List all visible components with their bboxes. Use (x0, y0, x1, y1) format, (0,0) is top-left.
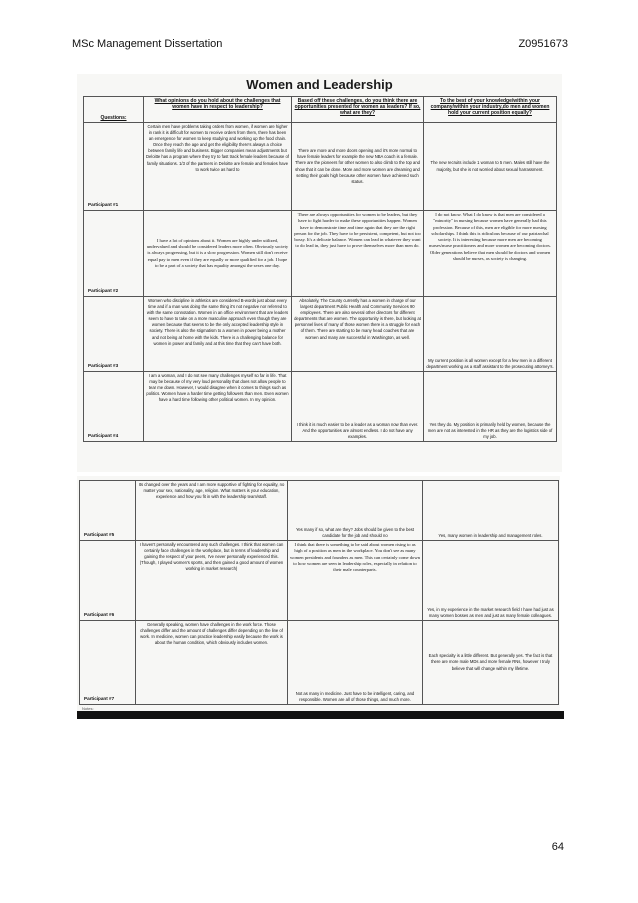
leadership-table (83, 96, 557, 442)
table-row (80, 621, 559, 705)
scanned-table-bottom (77, 476, 560, 712)
notes-label: Notes: (82, 706, 94, 711)
scan-border-bar (77, 711, 564, 719)
table-row (80, 481, 559, 541)
header-right: Z0951673 (518, 38, 568, 50)
answer-opportunities: Absolutely, The County currently has a women in charge of our largest department Public Health and Community Services 90 employees. There are also several other directors for different departments that are women. The opportunity is there, but looking at personnel lives of many of those women there is a struggle for each of them. There are starting to be many head coaches that are women and many are successful in Washington, as well. (292, 297, 424, 372)
answer-opportunities: Not as many in medicine. Just have to be intelligent, caring, and responsible. Women are all of those things, and much more. (288, 621, 423, 705)
answer-challenges: Its changed over the years and I am more supportive of fighting for equality, no matter your sex, nationality, age, religion. What matters is your education, experience and how you fit in with the leadership team/staff. (136, 481, 288, 541)
table-row (84, 372, 557, 442)
answer-challenges: I have a lot of opinions about it. Women are highly under utilized, undervalued and should be considered leaders more often. Obviously society is always progressing, but it is a slow progression. Women still don't receive equal pay to men even if they are equally or more qualified for a job. I hope to be a part of a society that has equality amongst the sexes one day. (144, 211, 292, 297)
row-label: Participant #5 (80, 481, 136, 541)
table-header-row (84, 97, 557, 123)
table-row (84, 211, 557, 297)
answer-opportunities: I think that there is something to be said about women rising to as high of a position as men in the workplace. You don't see as many women presidents and founders as men. This can certainly come down to how women are seen in leadership roles, especially in relation to their male counterparts. (288, 541, 423, 621)
answer-equality: Yes, in my experience in the market research field I have had just as many women bosses as men and just as many female colleagues. (423, 541, 559, 621)
answer-equality: Yes they do. My position is primarily held by women, because the men are not as interested in the HR as they are the logistics side of my job. (424, 372, 557, 442)
row-label: Participant #1 (84, 123, 144, 211)
row-label: Participant #4 (84, 372, 144, 442)
table-row (84, 123, 557, 211)
row-label: Participant #6 (80, 541, 136, 621)
col-header-questions: Questions: (84, 97, 144, 123)
col-header-challenges: What opinions do you hold about the challenges that women have in respect to leadership? (144, 97, 292, 123)
table-row (84, 297, 557, 372)
answer-challenges: I am a woman, and I do not see many challenges myself so far in life. That may be because of my very loud personality that does not allow people to tear me down. However, I would disagree when it comes to things such as politics. Women have a harder time getting followers than men. Even women have a hard time following other political women. In my opinion. (144, 372, 292, 442)
leadership-table-continued (79, 480, 559, 705)
header-left: MSc Management Dissertation (72, 38, 223, 50)
col-header-opportunities: Based off these challenges, do you think there are opportunities presented for women as leaders? If so, what are they? (292, 97, 424, 123)
answer-challenges: Women who discipline in athletics are considered B-words just about every time and if a man was doing the same thing it's not negative nor referred to with the same connotation. Women in an office environment that are leaders seem to have to take on a more masculine approach even though they are women because that seems to be the only accepted leadership style in society. There is also the stigmatism to a women in power being a mother and not being at home with the kids. There is a challenging balance for women in power and family and at this time that they can't have both. (144, 297, 292, 372)
answer-equality: My current position is all women except for a few men in a different department working as a staff assistant to the prosecuting attorney's. (424, 297, 557, 372)
table-title: Women and Leadership (246, 77, 393, 92)
col-header-equality: To the best of your knowledge/within your company/within your industry,do men and women hold your current position equally? (424, 97, 557, 123)
answer-equality: Each specialty is a little different. But generally yes. The fact is that there are more male MDs and more female RNs, however I truly believe that will change within my lifetime. (423, 621, 559, 705)
page-number: 64 (551, 841, 564, 853)
answer-opportunities: There are always opportunities for women to be leaders, but they have to fight harder to make these opportunities happen. Women have to demonstrate time and time again that they are the right person for the job. They have to be persistent, competent, but not too bossy. It's a delicate balance. Women can lead in whatever they want to do lead in, they just have to prove themselves more than men do. (292, 211, 424, 297)
scanned-table-top (77, 74, 562, 472)
answer-opportunities: Yes many if so, what are they? Jobs should be given to the best candidate for the job and should no (288, 481, 423, 541)
row-label: Participant #2 (84, 211, 144, 297)
row-label: Participant #3 (84, 297, 144, 372)
table-row (80, 541, 559, 621)
answer-equality: The new recruits include 1 woman to 5 men. Males still have the majority, but she is not worried about sexual harrassment. (424, 123, 557, 211)
answer-opportunities: I think it is much easier to be a leader as a woman now than ever. And the opportunities are almost endless. I do not have any examples. (292, 372, 424, 442)
answer-equality: Yes, many women in leadership and management roles. (423, 481, 559, 541)
answer-challenges: Generally speaking, women have challenges in the work force. Those challenges differ and the amount of challenges differ depending on the line of work. In medicine, women can practice leadership easily because the work is about the human condition, which obviously includes women. (136, 621, 288, 705)
row-label: Participant #7 (80, 621, 136, 705)
answer-challenges: Certain men have problems taking orders from women, if women are higher in rank it is difficult for women to receive orders from them, there has been an emergence for women to keep studying and working up the food chain. Once they reach the age and get the eligibility there's always a choice between family life and business. Bigger companies mean adjustments but Deloitte has a program where they try to fast track female leaders because of family situations. 1/3 of the partners in Deloitte are female and females have to work twice as hard to (144, 123, 292, 211)
answer-challenges: I haven't personally encountered any such challenges. I think that women can certainly face challenges in the workplace, but in terms of leadership and gaining the respect of your peers, I've never personally experienced this. (Though, I played women's sports, and then gained a good amount of women working in market research) (136, 541, 288, 621)
answer-equality: I do not know. What I do know is that men are considered a "minority" in nursing because women have generally had this profession. Because of this, men are eligible for more nursing scholarships. I think this is ridiculous because of our patriarchal society. It is interesting because more men are becoming nurses/nurse practitioners and more women are becoming doctors. Older generations believe that men should be doctors and women should be nurses, as society is changing. (424, 211, 557, 297)
answer-opportunities: There are more and more doors opening and it's more normal to have female leaders for example the new NBA coach is a female. There are the pioneers for other women to also climb to the top and show that it can be done. More and more women are dreaming and setting their goals high because other women have achieved such status. (292, 123, 424, 211)
